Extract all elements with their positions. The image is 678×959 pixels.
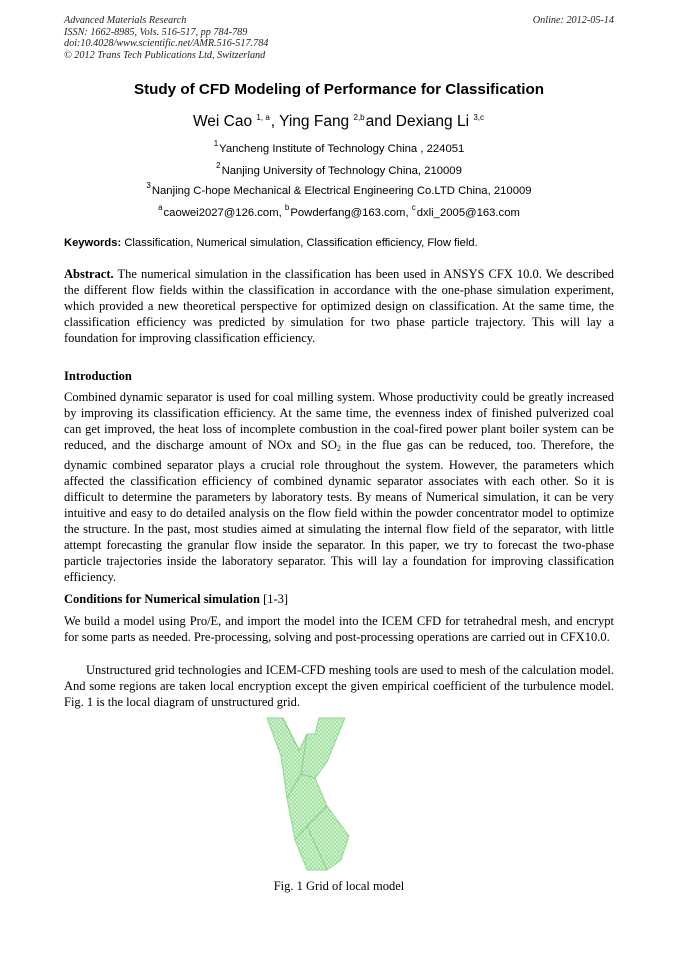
author-list <box>0 113 678 131</box>
keywords <box>64 237 478 249</box>
email-text: dxli_2005@163.com <box>416 207 520 219</box>
author-name: Wei Cao <box>192 113 253 130</box>
author-affiliation-marker: 1, a <box>256 113 270 122</box>
affiliation-marker: 3 <box>146 181 151 190</box>
abstract-label: Abstract. <box>64 267 114 281</box>
affiliation-line <box>0 139 678 155</box>
reference-marker: [1-3] <box>263 592 289 606</box>
journal-doi: doi:10.4028/www.scientific.net/AMR.516-517.784 <box>64 38 269 49</box>
affiliation-text: Nanjing University of Technology China, 210009 <box>221 165 462 177</box>
author-name: , Ying Fang <box>270 113 350 130</box>
email-marker: a <box>158 203 163 212</box>
author-affiliation-marker: 2,b <box>353 113 365 122</box>
affiliation-marker: 2 <box>216 161 221 170</box>
conditions-heading-text: Conditions for Numerical simulation <box>64 592 260 606</box>
introduction-text: in the flue gas can be reduced, too. Therefore, the dynamic combined separator plays a crucial role throughout the system. However, the parameters which affected the classification efficiency of combined dynamic separator associates with each other. So it is difficult to determine the parameters by laboratory tests. By means of Numerical simulation, it can be very intuitive and easy to do detailed analysis on the flow field within the powder concentrator model to optimize the structure. In the past, most studies aimed at simulating the internal flow field of the separator, with little attempt forecasting the granular flow inside the separator. In this paper, we try to forecast the two-phase particle trajectories inside the laboratory separator. This will lay a foundation for improving classification efficiency. <box>64 438 614 584</box>
section-heading-conditions <box>64 592 288 607</box>
affiliation-text: Nanjing C-hope Mechanical & Electrical Engineering Co.LTD China, 210009 <box>151 185 532 197</box>
author-name: and Dexiang Li <box>365 113 470 130</box>
email-text: caowei2027@126.com, <box>163 207 285 219</box>
email-marker: b <box>284 203 290 212</box>
journal-issn: ISSN: 1662-8985, Vols. 516-517, pp 784-789 <box>64 26 248 38</box>
journal-name: Advanced Materials Research <box>64 15 187 26</box>
journal-copyright: © 2012 Trans Tech Publications Ltd, Switzerland <box>64 49 266 61</box>
conditions-paragraph-1: We build a model using Pro/E, and import the model into the ICEM CFD for tetrahedral mesh, and encrypt for some parts as needed. Pre-processing, solving and post-processing operations are carried out in CFX10.0. <box>64 614 614 644</box>
figure-caption: Fig. 1 Grid of local model <box>273 879 405 893</box>
introduction-text: Combined dynamic separator is used for coal milling system. Whose productivity could be greatly increased by improving its classification efficiency. At the same time, the evenness index of finished pulverized coal can get improved, the heat loss of incomplete combustion in the coal-fired power plant boiler system can be reduced, and the discharge amount of NOx and SO <box>64 390 614 452</box>
keywords-label: Keywords: <box>64 237 122 249</box>
affiliation-line <box>0 181 678 197</box>
author-affiliation-marker: 3,c <box>473 113 485 122</box>
abstract-text: The numerical simulation in the classification has been used in ANSYS CFX 10.0. We described the different flow fields within the classification in accordance with the one-phase simulation experiment, which provided a new theoretical perspective for optimized design on classification. At the same time, the classification efficiency was predicted by simulation for two phase particle trajectory. This will lay a foundation for improving classification efficiency. <box>64 267 614 345</box>
abstract <box>64 266 614 346</box>
journal-header <box>64 15 268 61</box>
subscript-2: 2 <box>336 444 341 453</box>
email-marker: c <box>411 203 416 212</box>
section-heading-introduction: Introduction <box>64 369 132 383</box>
keywords-text: Classification, Numerical simulation, Classification efficiency, Flow field. <box>124 237 478 249</box>
email-line <box>0 203 678 219</box>
email-text: Powderfang@163.com, <box>290 207 412 219</box>
affiliation-text: Yancheng Institute of Technology China , 224051 <box>219 143 465 155</box>
conditions-paragraph-2: Unstructured grid technologies and ICEM-CFD meshing tools are used to mesh of the calculation model. And some regions are taken local encryption except the given empirical coefficient of the turbulence model. Fig. 1 is the local diagram of unstructured grid. <box>64 663 614 709</box>
introduction-paragraph <box>64 389 614 585</box>
affiliation-marker: 1 <box>213 139 219 148</box>
mesh-figure <box>257 714 417 874</box>
online-date: Online: 2012-05-14 <box>532 15 614 26</box>
affiliation-line <box>0 161 678 177</box>
paper-title: Study of CFD Modeling of Performance for Classification <box>133 81 545 98</box>
mesh-region <box>267 718 349 870</box>
